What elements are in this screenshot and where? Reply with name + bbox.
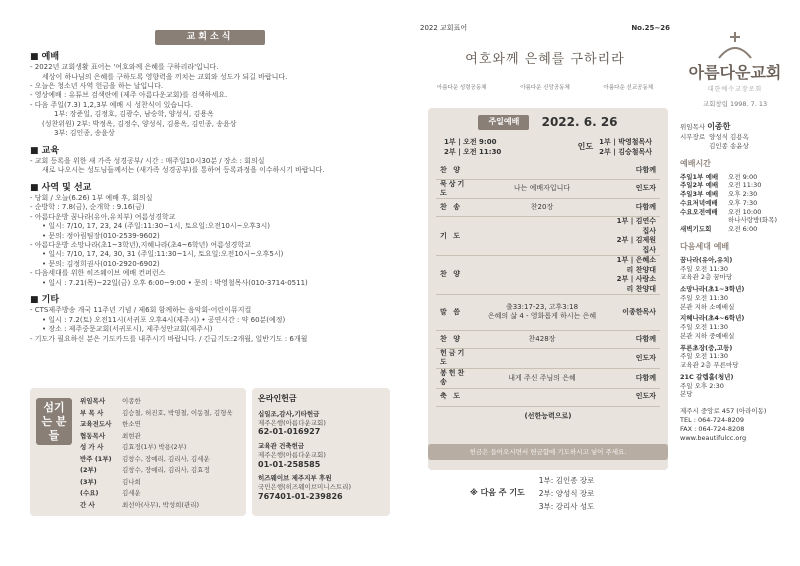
account-name: 교육관 건축헌금 xyxy=(258,442,305,451)
church-fax: FAX : 064-724-8208 xyxy=(680,424,745,433)
staff-role: 간 사 xyxy=(80,500,95,509)
news-line: - 영상예배 : 유튜브 검색란에 (제주 아름다운교회)를 검색하세요. xyxy=(30,91,228,100)
order-content xyxy=(476,388,608,406)
worship-times-list xyxy=(680,173,790,234)
group-item xyxy=(680,285,790,311)
news-line: - 2022년 교회생활 표어는 '여호와께 은혜를 구하리라'입니다. xyxy=(30,63,219,72)
worship-order-table xyxy=(436,163,660,407)
staff-row xyxy=(80,465,233,477)
news-line: - 다음세대를 위한 히즈웨이브 예배 컨퍼런스 xyxy=(30,269,166,278)
group-item xyxy=(680,344,790,370)
next-gen-title: 다음세대 예배 xyxy=(680,241,730,251)
issue-number: No.25~26 xyxy=(631,24,670,32)
order-content: 출33:17-23, 고후3:18 은혜의 삶 4 - 영화롭게 하시는 은혜 xyxy=(476,294,608,330)
news-line: - 교회 등록을 위한 새 가족 성경공부/ 시간 : 매주일10시30분 / 장소 : 회의실 xyxy=(30,156,265,165)
time-row xyxy=(680,181,790,190)
order-content: 나는 예배자입니다 xyxy=(476,179,608,199)
order-item: 말 씀 xyxy=(436,294,476,330)
news-sections xyxy=(30,51,390,344)
account-bank: 국민은행(히즈웨이브미니스트리) xyxy=(258,483,351,492)
news-line: - 당회 / 오늘(6.26) 1부 예배 후, 회의실 xyxy=(30,193,153,202)
group-name: 꿈나라(유아,유치) xyxy=(680,255,733,264)
news-line: 3부: 김인종, 송윤상 xyxy=(54,129,115,138)
section-title: ■ 사역 및 선교 xyxy=(30,182,390,194)
group-name: 지혜나라(초4~6학년) xyxy=(680,314,745,323)
group-item xyxy=(680,256,790,282)
staff-row xyxy=(80,500,233,512)
news-line: - 오늘은 청소년 사역 헌금을 하는 날입니다. xyxy=(30,82,164,91)
staff-row xyxy=(80,442,233,454)
pastor-role: 위임목사 xyxy=(680,123,706,132)
time-value: 오후 2:30 xyxy=(728,190,758,199)
group-place: 교육관 2층 꿈마당 xyxy=(680,273,733,282)
order-leader: 다함께 xyxy=(608,199,660,217)
news-line: - 순방학 : 7.8(금), 순개학 : 9.16(금) xyxy=(30,203,145,212)
elder-names: 양성식 김용옥 xyxy=(709,133,749,142)
church-name: 아름다운교회 xyxy=(688,63,782,82)
staff-role: 교육전도사 xyxy=(80,420,112,428)
news-line: 새로 나오시는 성도님들께서는 (새가족 성경공부)를 통하여 등록과정을 이수하시기 바랍니다. xyxy=(42,166,325,175)
section-title: ■ 교육 xyxy=(30,145,390,157)
church-info-panel xyxy=(680,30,790,442)
order-row xyxy=(436,199,660,217)
worship-date: 2022. 6. 26 xyxy=(541,115,618,129)
order-row xyxy=(436,163,660,179)
group-item xyxy=(680,373,790,399)
next-prayer-item: 1부: 김인종 장로 xyxy=(538,476,595,485)
order-item: 봉헌찬송 xyxy=(436,368,476,388)
worship-times-title: 예배시간 xyxy=(680,158,711,168)
account-bank: 제주은행(아름다운교회) xyxy=(258,418,326,427)
staff-row xyxy=(80,488,233,500)
group-place: 교육관 2층 푸른마당 xyxy=(680,361,739,370)
order-leader: 인도자 xyxy=(608,179,660,199)
time-value: 오전 10:00 xyxy=(728,207,762,216)
staff-names: 최현관 xyxy=(122,431,141,440)
order-content xyxy=(476,163,608,179)
staff-names: 김효정(1부) 박용(2부) xyxy=(122,443,187,451)
news-line: • 장소 : 제주중문교회(서귀포시), 제주성안교회(제주시) xyxy=(42,325,213,334)
group-item xyxy=(680,314,790,340)
staff-role: (수요) xyxy=(80,489,99,497)
staff-list xyxy=(80,396,233,511)
time-row xyxy=(680,225,790,234)
news-line: • 일시 : 7.21(목)~22일(금) 오후 6:00~9:00 • 문의 : 박영철목사(010-3714-0511) xyxy=(42,278,308,287)
account-number: 767401-01-239826 xyxy=(258,491,343,501)
news-line: • 문의: 김정희권사(010-2920-6902) xyxy=(42,259,160,268)
time-value: 오후 7:30 xyxy=(728,198,758,207)
service-leader: 1부 | 박영철목사 xyxy=(599,138,652,147)
staff-names: 김세운 xyxy=(122,489,141,497)
account-number: 62-01-016927 xyxy=(258,427,321,437)
offering-notice: 헌금은 들어오시면서 헌금함에 기도하시고 넣어 주세요. xyxy=(428,444,668,460)
worship-order-panel xyxy=(428,108,668,470)
staff-role: 협동목사 xyxy=(80,431,106,440)
order-item: 찬 양 xyxy=(436,330,476,348)
staff-role: 부 목 사 xyxy=(80,408,104,417)
order-item: 묵상기도 xyxy=(436,179,476,199)
order-row xyxy=(436,256,660,295)
staff-names: 김창수, 장예리, 김리사, 김세운 xyxy=(122,454,210,463)
account-name: 십일조,감사,기타헌금 xyxy=(258,409,320,418)
staff-row xyxy=(80,396,233,408)
staff-names: 최선아(사무), 박성희(관리) xyxy=(122,500,200,509)
time-value: 하나사랑방(화목) xyxy=(728,216,778,225)
order-leader: 다함께 xyxy=(608,368,660,388)
order-content: 내게 주신 주님의 은혜 xyxy=(476,368,608,388)
order-row xyxy=(436,348,660,368)
order-leader: 인도자 xyxy=(608,348,660,368)
staff-names: 김창수, 장예리, 김리사, 김효정 xyxy=(122,466,210,474)
time-row xyxy=(680,216,790,225)
next-week-prayer xyxy=(470,474,650,513)
news-line: - 아름다운방 소망나라(초1~3학년),지혜나라(초4~6학년) 여름성경학교 xyxy=(30,240,251,249)
time-value: 오전 9:00 xyxy=(728,172,758,181)
worship-label: 주일예배 xyxy=(478,115,529,130)
staff-row xyxy=(80,419,233,431)
time-row xyxy=(680,199,790,208)
motto-header xyxy=(420,24,670,92)
order-content: 찬428장 xyxy=(476,330,608,348)
time-value: 오전 6:00 xyxy=(728,225,758,234)
news-line: • 일시: 7/10, 17, 24, 30, 31 (주일:11:30~1시, 토요일:오전10시~오후5시) xyxy=(42,250,284,259)
news-line: • 일시 : 7.2(토) 오전11시(서귀포 오후4시(제주시) • 공연시간 : 약 60분(예정) xyxy=(42,315,286,324)
time-name: 수요오전예배 xyxy=(680,207,718,216)
account-number: 01-01-258585 xyxy=(258,459,321,469)
group-time: 주일 오전 11:30 xyxy=(680,352,728,361)
section-title: ■ 예배 xyxy=(30,51,390,63)
staff-heading: 섬기는 분들 xyxy=(36,398,72,445)
order-row xyxy=(436,294,660,330)
online-offering-panel xyxy=(252,388,390,516)
order-row xyxy=(436,368,660,388)
time-row xyxy=(680,190,790,199)
service-leader: 2부 | 김승철목사 xyxy=(599,147,652,156)
leader-label: 인도 xyxy=(577,142,594,152)
staff-role: 위임목사 xyxy=(80,397,106,405)
group-name: 푸른초장(중,고등) xyxy=(680,343,733,352)
staff-row xyxy=(80,454,233,466)
next-prayer-item: 3부: 강리사 성도 xyxy=(538,502,595,511)
time-name: 주일1부 예배 xyxy=(680,172,719,181)
closing-song: (선한능력으로) xyxy=(524,411,572,420)
order-content xyxy=(476,348,608,368)
pastor-name: 이종한 xyxy=(707,122,731,132)
account-bank: 제주은행(아름다운교회) xyxy=(258,450,326,459)
staff-names: 한소연 xyxy=(122,420,141,428)
order-item: 찬 양 xyxy=(436,256,476,295)
staff-names: 김승철, 허진호, 박영철, 이동철, 김형욱 xyxy=(122,408,233,417)
community-item: 아름다운 성령공동체 xyxy=(436,84,487,91)
time-name: 새벽기도회 xyxy=(680,225,712,234)
order-leader: 인도자 xyxy=(608,388,660,406)
online-offering-list xyxy=(258,410,384,503)
time-name: 주일2부 예배 xyxy=(680,181,719,190)
church-logo-icon xyxy=(715,30,755,60)
group-name: 21C 갈렙홀(청년) xyxy=(680,372,734,381)
order-row xyxy=(436,217,660,256)
news-line: • 일시: 7/10, 17, 23, 24 (주일:11:30~1시, 토요일:오전10시~오후3시) xyxy=(42,222,270,231)
order-item: 찬 송 xyxy=(436,199,476,217)
time-name: 수요저녁예배 xyxy=(680,198,718,207)
church-news-banner: 교회소식 xyxy=(155,30,265,45)
staff-row xyxy=(80,477,233,489)
order-row xyxy=(436,330,660,348)
news-line: - 기도가 필요하신 분은 기도카드를 내주시기 바랍니다. / 긴급기도:2개월, 일반기도 : 6개월 xyxy=(30,334,308,343)
group-name: 소망나라(초1~3학년) xyxy=(680,285,745,294)
next-prayer-item: 2부: 양성식 장로 xyxy=(538,489,595,498)
news-line: (성찬위원) 2부: 박정옥, 김정수, 양성식, 김용옥, 김인종, 송윤상 xyxy=(42,119,237,128)
order-item: 헌금기도 xyxy=(436,348,476,368)
news-line: 세상이 하나님의 은혜를 구하도록 영향력을 끼치는 교회와 성도가 되길 바랍니다. xyxy=(42,72,288,81)
church-website[interactable]: www.beautifulcc.org xyxy=(680,433,747,442)
community-item: 아름다운 신앙공동체 xyxy=(520,84,570,91)
online-offering-title: 온라인헌금 xyxy=(258,394,297,403)
time-name: 주일3부 예배 xyxy=(680,190,719,199)
service-time: 1부 | 오전 9:00 xyxy=(444,138,497,147)
news-line: - 다음 주일(7.3) 1,2,3부 예배 시 성찬식이 있습니다. xyxy=(30,100,193,109)
staff-role: 반주 (1부) xyxy=(80,454,112,463)
group-time: 주일 오전 11:30 xyxy=(680,293,728,302)
year-motto-label: 2022 교회표어 xyxy=(420,24,468,32)
community-list xyxy=(420,85,670,92)
denomination: 대한예수교장로회 xyxy=(707,85,763,93)
service-times xyxy=(428,130,668,163)
group-time: 주일 오후 2:30 xyxy=(680,381,724,390)
order-leader: 다함께 xyxy=(608,330,660,348)
order-content: 찬20장 xyxy=(476,199,608,217)
account-name: 히즈웨이브 제주지부 후원 xyxy=(258,474,332,483)
news-line: - 아름다운방 꿈나라(유아,유치부) 여름성경학교 xyxy=(30,212,176,221)
church-tel: TEL : 064-724-8209 xyxy=(680,415,745,424)
staff-names: 이종한 xyxy=(122,397,141,405)
news-line: 1부: 장준일, 김정호, 김광수, 남승학, 양성식, 김용옥 xyxy=(54,110,214,119)
next-week-label: ※ 다음 주 기도 xyxy=(470,488,525,498)
order-content xyxy=(476,256,608,295)
order-item: 찬 양 xyxy=(436,163,476,179)
news-line: - CTS제주방송 개국 11주년 기념 / 제6회 함께하는 음악회-어린이뮤지컬 xyxy=(30,306,252,315)
founded-date: 교회창립 1998. 7. 13 xyxy=(702,99,768,108)
order-row xyxy=(436,179,660,199)
staff-role: (3부) xyxy=(80,477,97,486)
service-time: 2부 | 오전 11:30 xyxy=(444,147,502,156)
order-leader: 1부 | 김연수 집사 2부 | 김제원 집사 xyxy=(608,217,660,256)
order-leader: 이종한목사 xyxy=(608,294,660,330)
group-time: 주일 오전 11:30 xyxy=(680,323,728,332)
order-content xyxy=(476,217,608,256)
group-place: 본당 xyxy=(680,390,693,399)
order-leader: 다함께 xyxy=(608,163,660,179)
news-line: • 문의: 정아림팀장(010-2539-9602) xyxy=(42,231,160,240)
next-gen-list xyxy=(680,256,790,399)
order-item: 축 도 xyxy=(436,388,476,406)
staff-role: (2부) xyxy=(80,466,97,474)
staff-names: 김나희 xyxy=(122,477,141,486)
order-item: 기 도 xyxy=(436,217,476,256)
group-time: 주일 오전 11:30 xyxy=(680,264,728,273)
staff-role: 성 가 사 xyxy=(80,443,104,451)
time-value: 오전 11:30 xyxy=(728,181,762,190)
staff-row xyxy=(80,431,233,443)
section-title: ■ 기타 xyxy=(30,294,390,306)
group-place: 본관 지하 소예배실 xyxy=(680,302,735,311)
community-item: 아름다운 선교공동체 xyxy=(603,84,654,91)
staff-row xyxy=(80,408,233,420)
group-place: 본관 지하 중예배실 xyxy=(680,331,735,340)
order-leader: 1부 | 은혜소리 찬양대 2부 | 사랑소리 찬양대 xyxy=(608,256,660,295)
staff-panel xyxy=(30,388,246,516)
elder-names: 김인종 송윤상 xyxy=(709,142,749,151)
order-row xyxy=(436,388,660,406)
elder-role: 시무장로 xyxy=(680,133,706,142)
church-news-panel xyxy=(30,30,390,344)
slogan-text: 여호와께 은혜를 구하리라 xyxy=(465,52,625,68)
church-address: 제주시 중앙로 457 (아라이동) xyxy=(680,407,767,416)
